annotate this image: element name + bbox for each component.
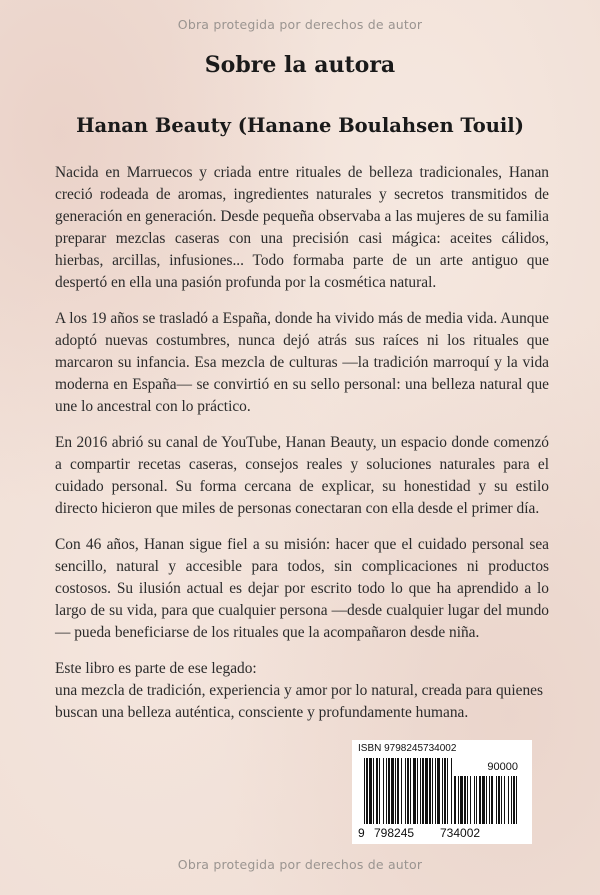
isbn-label: ISBN 9798245734002 <box>358 743 457 754</box>
barcode-bar <box>364 758 365 824</box>
barcode-bar <box>405 758 406 824</box>
barcode-bar <box>489 776 490 824</box>
biography-paragraph: En 2016 abrió su canal de YouTube, Hanan Beauty, un espacio donde comenzó a compartir recetas caseras, consejos reales y soluciones naturales para el cuidado personal. Su forma cercana de explicar, su honestidad y su estilo directo hicieron que miles de personas conectaran con ella desde el primer día. <box>55 434 549 517</box>
copyright-watermark-bottom: Obra protegida por derechos de autor <box>177 857 423 872</box>
barcode-bar <box>501 776 502 824</box>
barcode-bar <box>442 758 443 824</box>
barcode-bar <box>458 776 459 824</box>
barcode-bar <box>486 776 487 824</box>
barcode-bar <box>429 758 431 824</box>
barcode-bar <box>366 758 368 824</box>
barcode-digits-right: 734002 <box>440 826 481 840</box>
barcode-bar <box>511 776 512 824</box>
author-name: Hanan Beauty (Hanane Boulahsen Touil) <box>76 114 524 137</box>
barcode-bar <box>413 758 416 824</box>
biography-paragraph: Nacida en Marruecos y criada entre rituales de belleza tradicionales, Hanan creció rodeada de aromas, ingredientes naturales y secretos transmitidos de generación en generación. Desde pequeña observaba a las mujeres de su familia preparar mezclas caseras con una precisión casi mágica: aceites cálidos, hierbas, arcillas, infusiones... Todo formaba parte de un arte antiguo que despertó en ella una pasión profunda por la cosmética natural. <box>55 164 549 291</box>
barcode-bar <box>417 758 418 824</box>
barcode-bar <box>379 758 380 824</box>
barcode-bar <box>435 758 436 824</box>
price-code: 90000 <box>487 761 518 773</box>
barcode-bar <box>479 776 481 824</box>
biography-paragraph: A los 19 años se trasladó a España, donde ha vivido más de media vida. Aunque adoptó nuevas costumbres, nunca dejó atrás sus raíces ni los rituales que marcaron su infancia. Esa mezcla de culturas —la tradición marroquí y la vida moderna en España— se convirtió en su sello personal: una belleza natural que une lo ancestral con lo práctico. <box>55 310 549 415</box>
barcode-bar <box>397 758 399 824</box>
barcode-bar <box>407 758 409 824</box>
section-title: Sobre la autora <box>204 52 396 78</box>
barcode-bar <box>513 776 515 824</box>
barcode-bar <box>474 776 475 824</box>
barcode-bar <box>444 758 446 824</box>
barcode-bar <box>464 776 466 824</box>
barcode-bar <box>504 776 505 824</box>
barcode-bar <box>383 758 384 824</box>
barcode-bar <box>388 758 390 824</box>
closing-line-2: una mezcla de tradición, experiencia y amor por lo natural, creada para quienes buscan una belleza auténtica, consciente y profundamente humana. <box>55 682 543 721</box>
barcode-bar <box>401 758 402 824</box>
isbn-barcode <box>352 740 532 844</box>
barcode-bar <box>422 758 424 824</box>
barcode-bar <box>410 758 411 824</box>
barcode-bar <box>437 758 440 824</box>
barcode-bar <box>369 758 372 824</box>
barcode-bar <box>395 758 396 824</box>
barcode-bar <box>451 758 452 824</box>
barcode-bar <box>491 776 493 824</box>
barcode-bar <box>376 758 378 824</box>
barcode-bar <box>454 776 456 824</box>
barcode-bar <box>508 776 509 824</box>
barcode-bar <box>420 758 421 824</box>
barcode-bar <box>391 758 394 824</box>
barcode-bar <box>386 758 387 824</box>
copyright-watermark-top: Obra protegida por derechos de autor <box>177 17 423 32</box>
barcode-digits-left: 798245 <box>374 826 415 840</box>
barcode-bar <box>476 776 477 824</box>
barcode-bar <box>432 758 433 824</box>
closing-line-1: Este libro es parte de ese legado: <box>55 660 257 677</box>
biography-paragraph: Con 46 años, Hanan sigue fiel a su misión: hacer que el cuidado personal sea sencillo, natural y accesible para todos, sin complicaciones ni productos costosos. Su ilusión actual es dejar por escrito todo lo que ha aprendido a lo largo de su vida, para que cualquier persona —desde cualquier lugar del mundo— pueda beneficiarse de los rituales que la acompañaron desde niña. <box>55 536 549 641</box>
barcode-bar <box>467 776 468 824</box>
barcode-bar <box>447 758 448 824</box>
barcode-bar <box>498 776 500 824</box>
closing-paragraph <box>55 658 549 724</box>
barcode-bar <box>496 776 497 824</box>
barcode-bar <box>460 776 463 824</box>
biography-text <box>55 162 549 738</box>
barcode-bar <box>516 776 517 824</box>
barcode-bar <box>482 776 485 824</box>
barcode-bar <box>373 758 374 824</box>
barcode-digit-first: 9 <box>358 826 365 840</box>
barcode-bar <box>470 776 471 824</box>
barcode-bar <box>425 758 428 824</box>
